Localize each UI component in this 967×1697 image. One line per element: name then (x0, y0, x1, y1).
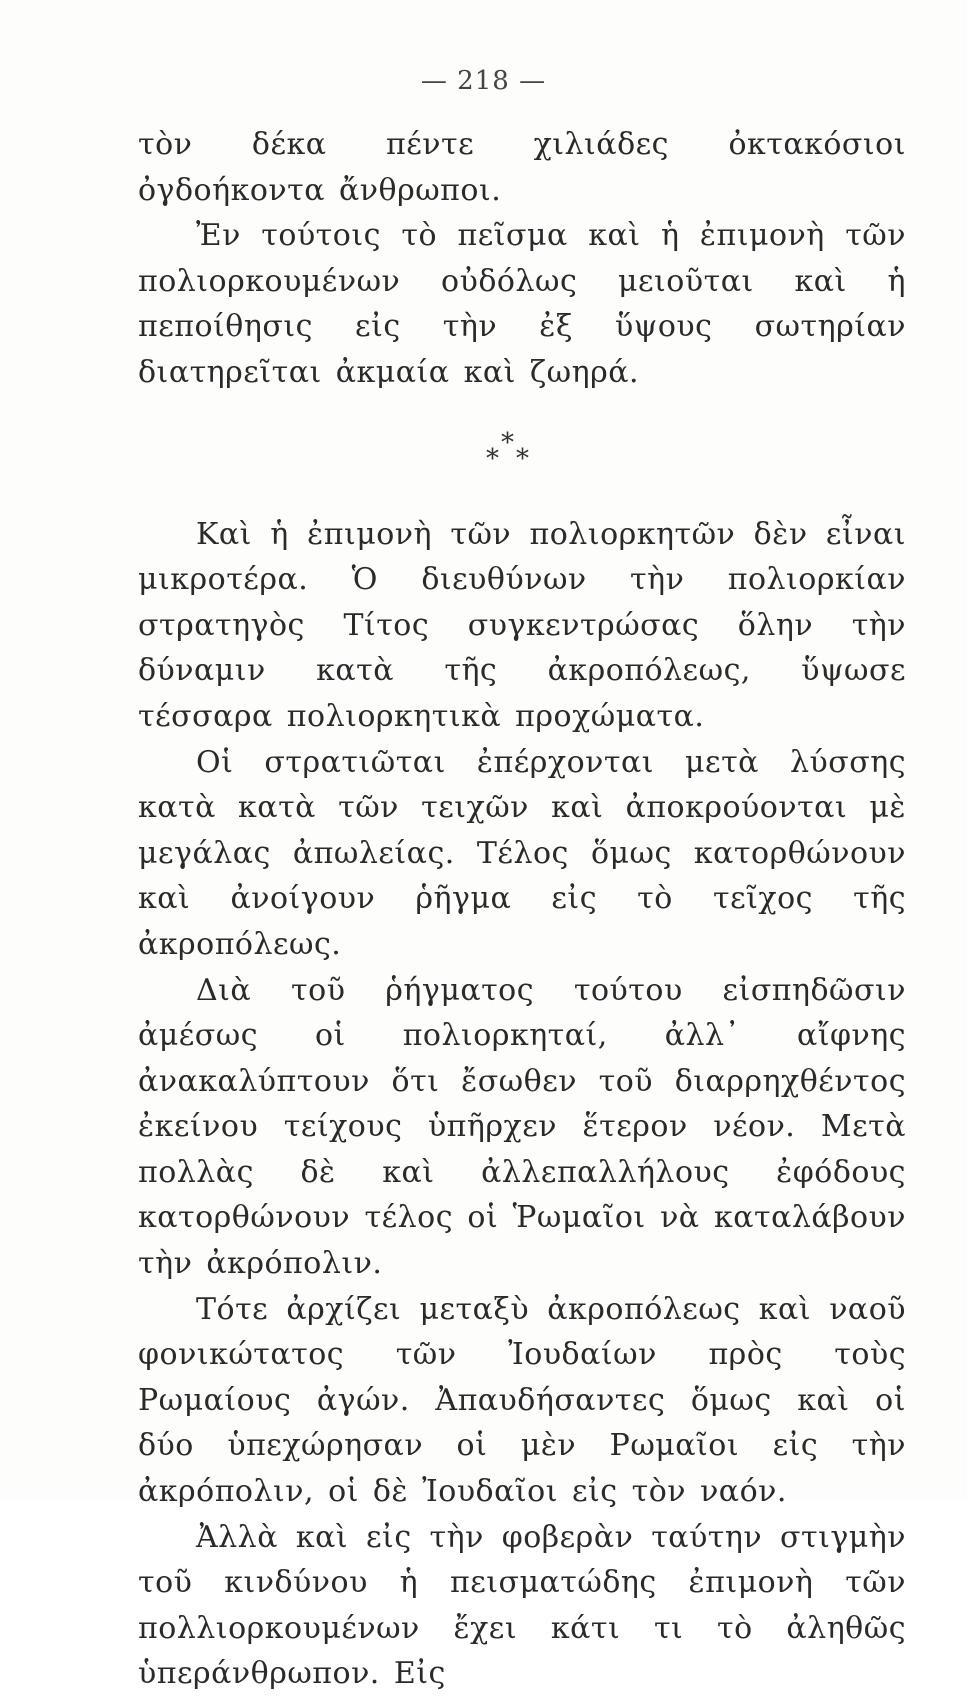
paragraph-2: Ἐν τούτοις τὸ πεῖσμα καὶ ἡ ἐπιμονὴ τῶν πολιορκουμένων οὐδόλως μειοῦται καὶ ἡ πεποίθησις εἰς τὴν ἐξ ὕψους σωτηρίαν διατηρεῖται ἀκμαία καὶ ζωηρά. (138, 218, 906, 390)
section-asterism (138, 396, 906, 512)
paragraph-3: Καὶ ἡ ἐπιμονὴ τῶν πολιορκητῶν δὲν εἶναι μικροτέρα. Ὁ διευθύνων τὴν πολιορκίαν στρατηγὸς Τίτος συγκεντρώσας ὅλην τὴν δύναμιν κατὰ τῆς ἀκροπόλεως, ὕψωσε τέσσαρα πολιορκητικὰ προχώματα. (138, 516, 906, 734)
paragraph-1: τὸν δέκα πέντε χιλιάδες ὀκτακόσιοι ὀγδοήκοντα ἄνθρωποι. (138, 127, 906, 208)
paragraph-4: Οἱ στρατιῶται ἐπέρχονται μετὰ λύσσης κατὰ κατὰ τῶν τειχῶν καὶ ἀποκρούονται μὲ μεγάλας ἀπωλείας. Τέλος ὅμως κατορθώνουν καὶ ἀνοίγουν ῥῆγμα εἰς τὸ τεῖχος τῆς ἀκροπόλεως. (138, 744, 906, 962)
asterism-star-right: * (516, 443, 530, 474)
page-number: — 218 — (420, 66, 547, 96)
paragraph-7: Ἀλλὰ καὶ εἰς τὴν φοβερὰν ταύτην στιγμὴν τοῦ κινδύνου ἡ πεισματώδης ἐπιμονὴ τῶν πολλιορκουμένων ἔχει κάτι τι τὸ ἀληθῶς ὑπεράνθρωπον. Εἰς (138, 1519, 906, 1692)
paragraph-5: Διὰ τοῦ ῥήγματος τούτου εἰσπηδῶσιν ἀμέσως οἱ πολιορκηταί, ἀλλ᾽ αἴφνης ἀνακαλύπτουν ὅτι ἔσωθεν τοῦ διαρρηχθέντος ἐκείνου τείχους ὑπῆρχεν ἕτερον νέον. Μετὰ πολλὰς δὲ καὶ ἀλλεπαλλήλους ἐφόδους κατορθώνουν τέλος οἱ Ῥωμαῖοι νὰ καταλάβουν τὴν ἀκρόπολιν. (138, 972, 906, 1282)
paragraph-6: Τότε ἀρχίζει μεταξὺ ἀκροπόλεως καὶ ναοῦ φονικώτατος τῶν Ἰουδαίων πρὸς τοὺς Ρωμαίους ἀγών. Ἀπαυδήσαντες ὅμως καὶ οἱ δύο ὑπεχώρησαν οἱ μὲν Ρωμαῖοι εἰς τὴν ἀκρόπολιν, οἱ δὲ Ἰουδαῖοι εἰς τὸν ναόν. (138, 1291, 906, 1510)
asterism-star-left: * (486, 443, 500, 474)
page-text (138, 122, 906, 1697)
asterism-star-top: * (501, 427, 515, 458)
